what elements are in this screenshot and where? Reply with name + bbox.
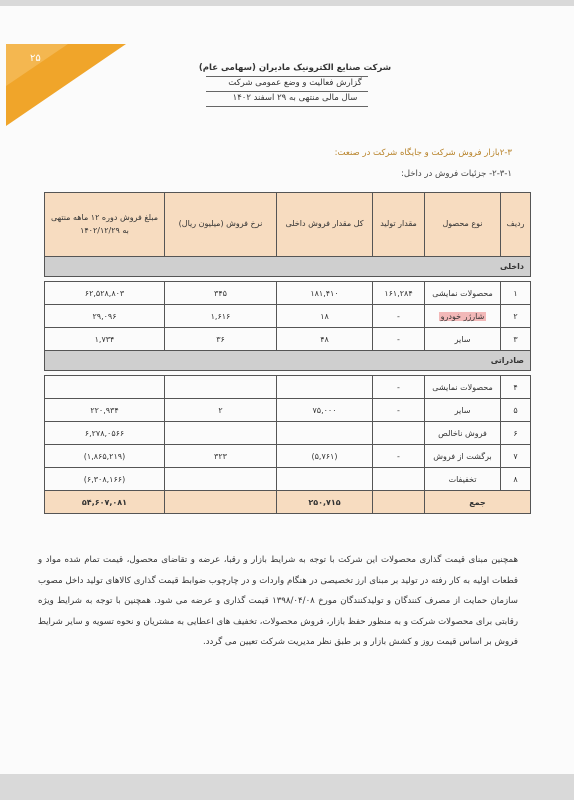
document-page (0, 6, 574, 774)
cell-type: تخفیفات (425, 468, 501, 491)
cell-production: - (373, 376, 425, 399)
table-row (45, 445, 531, 468)
cell-row: ۱ (501, 282, 531, 305)
table-row (45, 399, 531, 422)
total-row (45, 491, 531, 514)
table-row (45, 422, 531, 445)
cell-amount: ۲۹,۰۹۶ (45, 305, 165, 328)
section-row-domestic: داخلی (45, 257, 531, 277)
company-name: شرکت صنایع الکترونیک مادیران (سهامی عام) (198, 63, 392, 73)
cell-row: ۷ (501, 445, 531, 468)
total-amount: ۵۴,۶۰۷,۰۸۱ (45, 491, 165, 514)
cell-qty: ۷۵,۰۰۰ (277, 399, 373, 422)
cell-rate: ۲ (165, 399, 277, 422)
cell-rate (165, 376, 277, 399)
cell-qty: (۵,۷۶۱) (277, 445, 373, 468)
cell-production (373, 422, 425, 445)
col-header-production: مقدار تولید (373, 193, 425, 257)
cell-row: ۲ (501, 305, 531, 328)
report-title: گزارش فعالیت و وضع عمومی شرکت (228, 78, 362, 88)
cell-production: - (373, 328, 425, 351)
cell-rate (165, 468, 277, 491)
cell-amount: ۲۲۰,۹۳۴ (45, 399, 165, 422)
total-label: جمع (425, 491, 531, 514)
cell-type (425, 305, 501, 328)
cell-type: محصولات نمایشی (425, 376, 501, 399)
cell-amount (45, 376, 165, 399)
cell-row: ۳ (501, 328, 531, 351)
col-header-domestic-qty: کل مقدار فروش داخلی (277, 193, 373, 257)
cell-production: - (373, 445, 425, 468)
col-header-amount: مبلغ فروش دوره ۱۲ ماهه منتهی به ۱۴۰۲/۱۲/۲۹ (45, 193, 165, 257)
table-row (45, 468, 531, 491)
cell-qty (277, 376, 373, 399)
cell-row: ۸ (501, 468, 531, 491)
cell-row: ۶ (501, 422, 531, 445)
cell-type: محصولات نمایشی (425, 282, 501, 305)
cell-amount: (۶,۳۰۸,۱۶۶) (45, 468, 165, 491)
cell-type: فروش ناخالص (425, 422, 501, 445)
cell-rate: ۳۲۳ (165, 445, 277, 468)
cell-rate (165, 491, 277, 514)
header-divider (206, 106, 368, 107)
cell-qty: ۱۸ (277, 305, 373, 328)
table-row (45, 305, 531, 328)
header-divider (206, 91, 368, 92)
fiscal-year: سال مالی منتهی به ۲۹ اسفند ۱۴۰۲ (232, 93, 358, 103)
sales-table (44, 192, 531, 514)
cell-amount: (۱,۸۶۵,۲۱۹) (45, 445, 165, 468)
cell-rate (165, 422, 277, 445)
table-row (45, 376, 531, 399)
cell-amount: ۶۲,۵۲۸,۸۰۳ (45, 282, 165, 305)
cell-qty (277, 422, 373, 445)
table-header-row (45, 193, 531, 257)
cell-amount: ۱,۷۳۴ (45, 328, 165, 351)
table-row (45, 328, 531, 351)
cell-row: ۴ (501, 376, 531, 399)
subsection-title: ۲-۳-۱- جزئیات فروش در داخل: (400, 169, 512, 179)
cell-type: سایر (425, 399, 501, 422)
header-divider (206, 76, 368, 77)
cell-qty: ۱۸۱,۴۱۰ (277, 282, 373, 305)
cell-type: سایر (425, 328, 501, 351)
table-row (45, 282, 531, 305)
col-header-rate: نرخ فروش (میلیون ریال) (165, 193, 277, 257)
cell-type: برگشت از فروش (425, 445, 501, 468)
cell-qty: ۴۸ (277, 328, 373, 351)
cell-production (373, 491, 425, 514)
cell-qty (277, 468, 373, 491)
cell-rate: ۳۴۵ (165, 282, 277, 305)
pricing-paragraph: همچنین مبنای قیمت گذاری محصولات این شرکت با توجه به شرایط بازار و رقبا، عرضه و تقاضای محصول، قیمت تمام شده مواد و قطعات اولیه به کار رفته در تولید بر مبنای ارز تخصیصی در هنگام واردات و در چارچوب ضوابط قیمت گذاری کالاهای تولید داخل مصوب سازمان حمایت از مصرف کنندگان و تولیدکنندگان مورخ ۱۳۹۸/۰۴/۰۸ قیمت گذاری و عرضه می شود. همچنین با توجه به شرایط ویژه رقابتی برای محصولات شرکت و به منظور حفظ بازار، فروش محصولات، تخفیف های اعطایی به مشتریان و نحوه تسویه و سایر شرایط فروش بر اساس قیمت روز و کشش بازار و بر طبق نظر مدیریت شرکت تعیین می گردد. (38, 555, 518, 648)
cell-rate: ۱,۶۱۶ (165, 305, 277, 328)
total-qty: ۲۵۰,۷۱۵ (277, 491, 373, 514)
section-row-export: صادراتی (45, 351, 531, 371)
cell-production: - (373, 305, 425, 328)
cell-amount: ۶,۲۷۸,۰۵۶۶ (45, 422, 165, 445)
cell-production (373, 468, 425, 491)
section-title: ۲-۳بازار فروش شرکت و جایگاه شرکت در صنعت: (334, 148, 512, 158)
cell-row: ۵ (501, 399, 531, 422)
col-header-row: ردیف (501, 193, 531, 257)
cell-production: ۱۶۱,۲۸۴ (373, 282, 425, 305)
page-corner-decoration (6, 44, 126, 126)
cell-production: - (373, 399, 425, 422)
cell-rate: ۳۶ (165, 328, 277, 351)
highlighted-text: شارژر خودرو (440, 311, 485, 321)
page-number: ۲۵ (30, 53, 41, 64)
col-header-type: نوع محصول (425, 193, 501, 257)
